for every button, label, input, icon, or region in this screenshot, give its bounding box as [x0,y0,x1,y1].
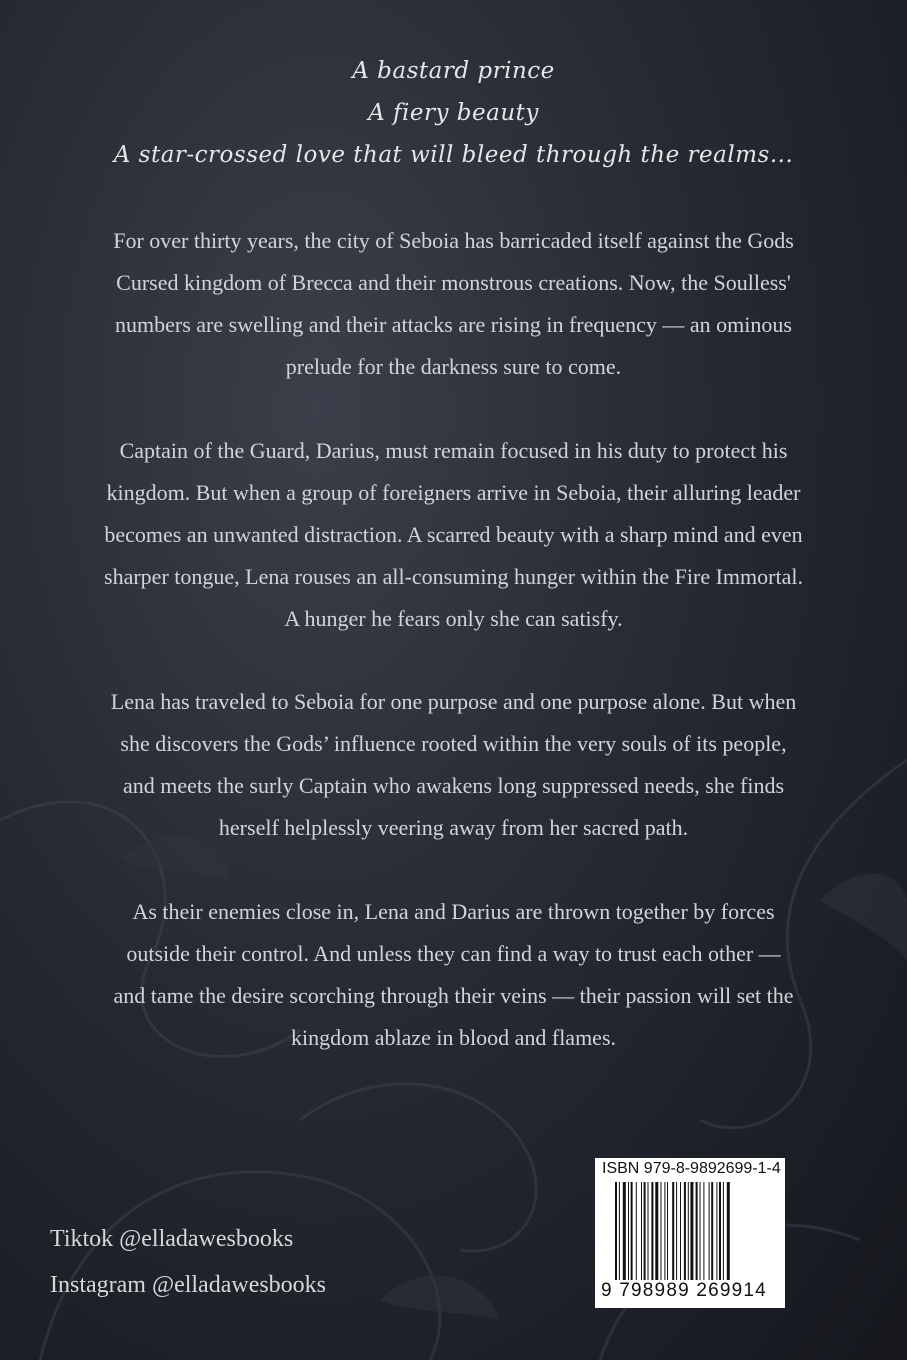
barcode-bar [716,1182,717,1280]
blurb-line: Cursed kingdom of Brecca and their monstrous creations. Now, the Soulless' [116,270,791,295]
barcode-bar [631,1182,633,1280]
blurb-paragraph-3 [0,681,907,849]
blurb-line: prelude for the darkness sure to come. [285,354,622,379]
blurb-line: kingdom ablaze in blood and flames. [290,1025,617,1050]
barcode-bar [644,1182,646,1280]
blurb-line: For over thirty years, the city of Seboia has barricaded itself against the Gods [113,228,794,253]
barcode-bar [719,1182,721,1280]
barcode-bar [628,1182,629,1280]
tagline-line-3: A star-crossed love that will bleed through the realms... [113,142,794,168]
barcode-bar [696,1182,698,1280]
barcode-bar [636,1182,637,1280]
barcode-bar [684,1182,686,1280]
blurb-line: kingdom. But when a group of foreigners arrive in Seboia, their alluring leader [106,480,801,505]
tagline-line-2: A fiery beauty [368,100,539,126]
barcode-bars [615,1182,765,1280]
barcode-bar [688,1182,689,1280]
blurb-line: Lena has traveled to Seboia for one purpose and one purpose alone. But when [110,689,797,714]
barcode-number: 9 798989 269914 [601,1280,767,1301]
isbn-barcode [595,1158,785,1308]
isbn-label: ISBN 979-8-9892699-1-4 [602,1160,781,1177]
barcode-bar [651,1182,653,1280]
barcode-bar [672,1182,674,1280]
barcode-bar [690,1182,693,1280]
barcode-bar [648,1182,649,1280]
instagram-handle: Instagram @elladawesbooks [50,1272,327,1298]
barcode-bar [727,1182,730,1280]
barcode-bar [664,1182,665,1280]
barcode-bar [700,1182,701,1280]
barcode-bar [641,1182,642,1280]
barcode-bar [661,1182,662,1280]
barcode-bar [623,1182,626,1280]
blurb-line: and meets the surly Captain who awakens long suppressed needs, she finds [122,773,785,798]
blurb-line: As their enemies close in, Lena and Darius are thrown together by forces [132,899,775,924]
barcode-bar [655,1182,658,1280]
blurb-paragraph-4 [0,891,907,1059]
blurb-paragraph-1 [0,220,907,388]
barcode-bar [667,1182,668,1280]
barcode-bar [676,1182,677,1280]
blurb-line: sharper tongue, Lena rouses an all-consuming hunger within the Fire Immortal. [104,564,803,589]
blurb-line: she discovers the Gods’ influence rooted within the very souls of its people, [120,731,787,756]
blurb-line: outside their control. And unless they can find a way to trust each other — [126,941,781,966]
blurb-line: Captain of the Guard, Darius, must remain focused in his duty to protect his [119,438,788,463]
barcode-bar [711,1182,713,1280]
blurb-line: and tame the desire scorching through their veins — their passion will set the [113,983,794,1008]
blurb-line: numbers are swelling and their attacks are rising in frequency — an ominous [115,312,792,337]
tiktok-handle: Tiktok @elladawesbooks [50,1226,294,1252]
blurb-line: herself helplessly veering away from her sacred path. [218,815,689,840]
barcode-bar [680,1182,681,1280]
barcode-bar [723,1182,724,1280]
barcode-bar [619,1182,620,1280]
barcode-bar [709,1182,710,1280]
tagline-line-1: A bastard prince [352,58,555,84]
blurb-paragraph-2 [0,430,907,640]
barcode-bar [615,1182,617,1280]
blurb-line: becomes an unwanted distraction. A scarred beauty with a sharp mind and even [104,522,803,547]
barcode-bar [703,1182,704,1280]
blurb-line: A hunger he fears only she can satisfy. [284,606,623,631]
